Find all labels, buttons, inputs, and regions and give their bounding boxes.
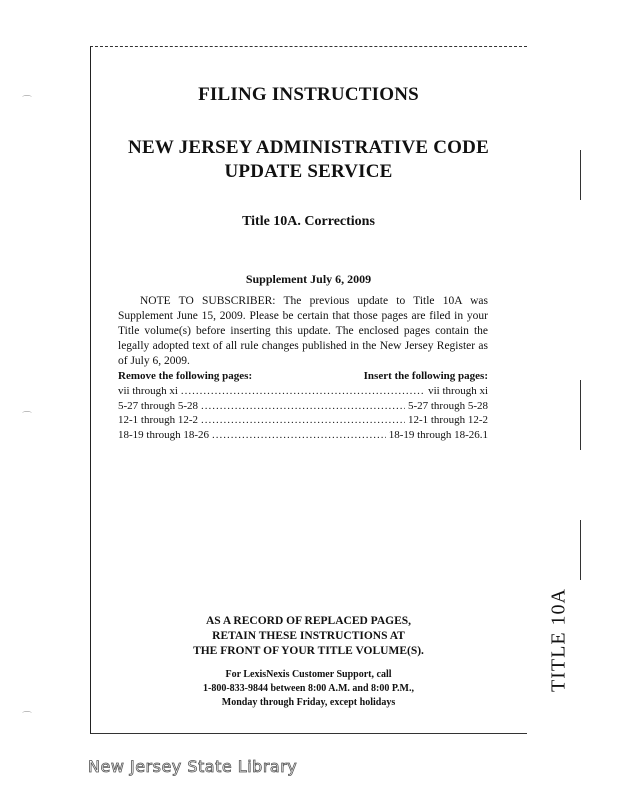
page-row [118,428,488,443]
scan-mark: ⌒ [22,412,32,423]
page-list [118,384,488,442]
code-title-line1: NEW JERSEY ADMINISTRATIVE CODE [128,137,489,158]
record-line: THE FRONT OF YOUR TITLE VOLUME(S). [193,645,424,657]
support-line: 1-800-833-9844 between 8:00 A.M. and 8:00 P.M., [202,683,414,694]
code-title-line2: UPDATE SERVICE [224,161,393,182]
leader-dots [212,428,386,443]
subscriber-note: NOTE TO SUBSCRIBER: The previous update to Title 10A was Supplement June 15, 2009. Please be certain that those pages are filed in your Title volume(s) before inserting this update. The enclosed pages contain the legally adopted text of all rule changes published in the New Jersey Register as of July 6, 2009. [118,295,488,367]
page-list-header [118,370,488,382]
code-title [90,136,527,184]
title-tab-label: TITLE 10A [547,588,570,692]
remove-pages: 18-19 through 18-26 [118,428,210,441]
page-row [118,399,488,414]
page-row [118,413,488,428]
binding-rule [580,150,581,200]
leader-dots [201,413,405,428]
support-line: Monday through Friday, except holidays [221,697,396,708]
supplement-date: Supplement July 6, 2009 [245,272,372,286]
remove-pages: 5-27 through 5-28 [118,399,199,412]
remove-header: Remove the following pages: [118,370,253,382]
binding-rule [580,380,581,450]
remove-pages: 12-1 through 12-2 [118,414,199,426]
insert-pages: 18-19 through 18-26.1 [388,428,488,441]
binding-rule [580,520,581,580]
insert-pages: vii through xi [428,385,488,397]
title-tab [546,588,572,692]
page-row [118,384,488,399]
scan-mark: ⌒ [22,712,32,723]
library-watermark: New Jersey State Library [88,757,298,776]
support-line: For LexisNexis Customer Support, call [225,669,392,680]
record-line: RETAIN THESE INSTRUCTIONS AT [212,630,405,642]
leader-dots [201,399,405,414]
leader-dots [181,384,425,399]
title-subtitle: Title 10A. Corrections [242,214,375,229]
scan-mark: ⌒ [22,96,32,107]
record-notice [90,614,527,659]
filing-instructions-title: FILING INSTRUCTIONS [198,84,419,105]
insert-header: Insert the following pages: [363,370,488,382]
customer-support [90,668,527,710]
insert-pages: 5-27 through 5-28 [407,399,488,412]
remove-pages: vii through xi [118,385,178,397]
record-line: AS A RECORD OF REPLACED PAGES, [205,615,412,627]
insert-pages: 12-1 through 12-2 [407,414,488,426]
